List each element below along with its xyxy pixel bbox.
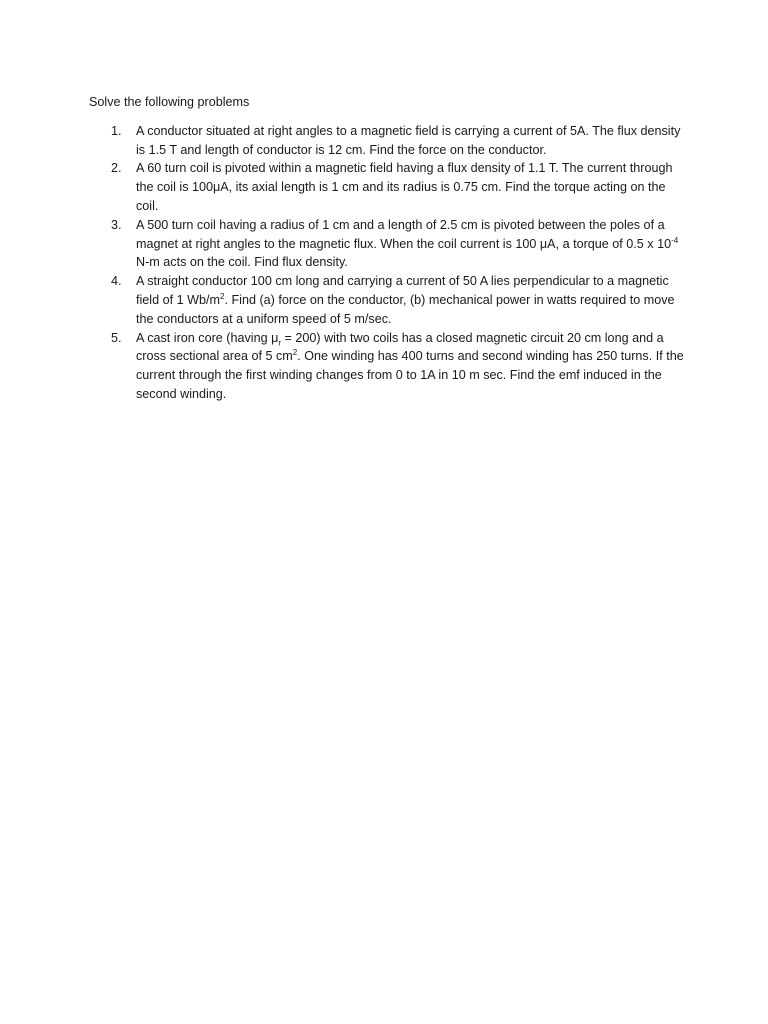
problem-number: 2. (111, 161, 122, 176)
problem-text-part: = 200) with two coils has a closed magnetic circuit 20 cm long and a cross sectional area of 5 cm (136, 330, 664, 364)
problem-number: 1. (111, 123, 122, 138)
problem-text-part: . One winding has 400 turns and second winding has 250 turns. If the current through the first winding changes from 0 to 1A in 10 m sec. Find the emf induced in the second winding. (136, 349, 684, 401)
problem-text (136, 329, 689, 404)
problem-text-part: A cast iron core (having μ (136, 330, 279, 345)
problem-text-part: A straight conductor 100 cm long and carrying a current of 50 A lies perpendicular to a magnetic field of 1 Wb/m (136, 274, 669, 307)
problem-item-1 (89, 122, 689, 160)
problem-item-2 (89, 159, 689, 215)
problem-number: 3. (111, 217, 122, 232)
problem-item-4 (89, 272, 689, 328)
problem-text-part: A 500 turn coil having a radius of 1 cm and a length of 2.5 cm is pivoted between the poles of a magnet at right angles to the magnetic flux. When the coil current is 100 μA, a torque of 0.5 x 10 (136, 217, 672, 251)
problem-text (136, 216, 689, 272)
problem-text: A conductor situated at right angles to a magnetic field is carrying a current of 5A. The flux density is 1.5 T and length of conductor is 12 cm. Find the force on the conductor. (136, 123, 681, 157)
problem-item-5 (89, 329, 689, 404)
problem-item-3 (89, 216, 689, 272)
exponent: 2 (220, 291, 225, 301)
exponent: 2 (292, 348, 298, 358)
document-content (89, 93, 689, 404)
problem-text-part: N-m acts on the coil. Find flux density. (136, 255, 348, 270)
problem-number: 5. (111, 330, 122, 345)
problem-text: A 60 turn coil is pivoted within a magnetic field having a flux density of 1.1 T. The current through the coil is 100μA, its axial length is 1 cm and its radius is 0.75 cm. Find the torque acting on the coil. (136, 161, 673, 213)
document-heading: Solve the following problems (89, 95, 250, 109)
subscript: r (278, 338, 282, 348)
problem-number: 4. (111, 274, 122, 289)
exponent: -4 (671, 235, 679, 245)
problem-text-part: . Find (a) force on the conductor, (b) mechanical power in watts required to move the conductors at a uniform speed of 5 m/sec. (136, 292, 675, 326)
problem-text (136, 272, 689, 328)
problem-list (89, 122, 689, 404)
